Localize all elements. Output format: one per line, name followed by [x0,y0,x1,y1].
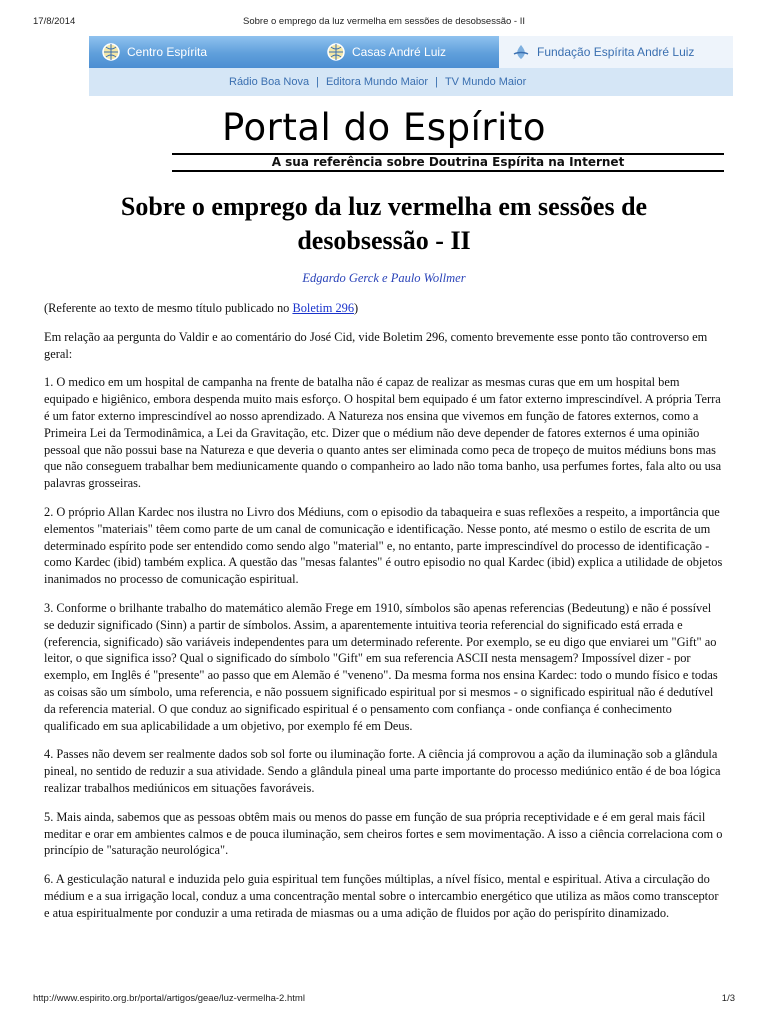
nav-centro-espirita-label: Centro Espírita [127,45,208,59]
nav-separator: | [316,76,319,88]
globe-icon [101,42,121,62]
print-url: http://www.espirito.org.br/portal/artigos/geae/luz-vermelha-2.html [33,993,305,1004]
tagline-divider [172,170,724,172]
top-nav-bar [89,36,733,68]
print-page-number: 1/3 [721,993,735,1004]
boletim-296-link[interactable]: Boletim 296 [292,301,355,315]
globe-icon [326,42,346,62]
print-date: 17/8/2014 [33,16,76,27]
paragraph-2: 2. O próprio Allan Kardec nos ilustra no Livro dos Médiuns, com o episodio da tabaqueira e suas reflexões a respeito, a importância que elementos "materiais" têem como parte de um canal de comunicação e identificação. Nesse ponto, até mesmo o estilo de escrita de um determinado espírito pode ser entendido como sendo algo "material" e, no entanto, parte imprescindível do processo de identificação - como Kardec (ibid) também explica. A questão das "mesas falantes" é outro episodio no qual Kardec (ibid) explica a utilidade de objetos inanimados no processo de comunicação espiritual. [44,504,723,587]
print-footer [33,993,735,1007]
nav-centro-espirita[interactable] [89,36,314,68]
nav-radio-boa-nova[interactable]: Rádio Boa Nova [229,76,310,88]
paragraph-1: 1. O medico em um hospital de campanha na frente de batalha não é capaz de realizar as mesmas curas que em um hospital bem equipado e higiênico, embora despenda muito mais esforço. O hospital bem equipado é um fator externo imprescindível. A própria Terra é um fator externo imprescindível ao nosso aprendizado. A Natureza nos ensina que vivemos em função de fatores externos, como a Primeira Lei da Termodinâmica, a Lei da Gravitação, etc. Dizer que o médium não deve depender de fatores externos é uma opinião pessoal que não possui base na Natureza e que deveria o quanto antes ser eliminada como peca de tropeço de muitos médiuns bons mas que não conseguem trabalhar bem mediunicamente quando o companheiro ao lado não toma banho, usa perfumes fortes, fala alto ou usa palavras grosseiras. [44,375,722,491]
paragraph-intro: Em relação aa pergunta do Valdir e ao comentário do José Cid, vide Boletim 296, comento brevemente esse ponto tão controverso em geral: [44,329,708,361]
print-doc-title: Sobre o emprego da luz vermelha em sessões de desobsessão - II [243,16,525,27]
site-brand-title[interactable]: Portal do Espírito [221,106,546,149]
site-tagline: A sua referência sobre Doutrina Espírita na Internet [271,155,625,169]
nav-tv-mundo-maior[interactable]: TV Mundo Maior [444,76,527,88]
reference-note: (Referente ao texto de mesmo título publicado no Boletim 296) [44,301,359,315]
nav-separator: | [435,76,438,88]
nav-fundacao-espirita[interactable] [499,36,733,68]
paragraph-5: 5. Mais ainda, sabemos que as pessoas obtêm mais ou menos do passe em função de sua própria receptividade e é em geral mais fácil meditar e orar em ambientes calmos e de pouca iluminação, sem cheiros fortes e sem movimentação. A isso a ciência correlaciona com o princípio de "saturação neurológica". [44,809,723,858]
sub-nav-bar [89,68,733,96]
nav-casas-andre-luiz[interactable] [314,36,499,68]
nav-editora-mundo-maior[interactable]: Editora Mundo Maior [325,76,429,88]
nav-fundacao-espirita-label: Fundação Espírita André Luiz [537,45,695,59]
nav-casas-andre-luiz-label: Casas André Luiz [352,45,447,59]
article-title: Sobre o emprego da luz vermelha em sessões de desobsessão - II [120,192,648,255]
paragraph-4: 4. Passes não devem ser realmente dados sob sol forte ou iluminação forte. A ciência já comprovou a ação da iluminação sob a glândula pineal, no sentido de reduzir a sua atividade. Sendo a glândula pineal uma parte importante do processo mediúnico então é de boa lógica realizar trabalhos mediúnicos em situações favoráveis. [44,747,721,795]
paragraph-6: 6. A gesticulação natural e induzida pelo guia espiritual tem funções múltiplas, a nível físico, mental e espiritual. Ativa a circulação do médium e a sua irrigação local, conduz a uma concentração mental sobre o intercambio energético que utiliza as mãos como transceptor e atua espiritualmente por conduzir a uma retirada de miasmas ou a uma adição de fluidos por ação do perispírito dinamizado. [44,872,719,920]
paragraph-3: 3. Conforme o brilhante trabalho do matemático alemão Frege em 1910, símbolos são apenas referencias (Bedeutung) e não é possível se deduzir significado (Sinn) a partir de símbolos. Assim, a aparentemente intuitiva teoria referencial do significado está errada e (referencia, significado) são variáveis independentes para um determinado referente. Por exemplo, se eu digo que enviarei um "Gift" ao leitor, o que significa isso? Qual o significado do símbolo "Gift" em sua referencia ASCII nesta mensagem? Impossível dizer - por exemplo, em Inglês é "presente" ao passo que em Alemão é "veneno". Da mesma forma nos ensina Kardec: todo o mundo físico e todas as coisas são um símbolo, uma referencia, e não possuem significado espiritual por si mesmos - o significado espiritual não é dedutível da referencia material. O que conduz ao significado espiritual é o pensamento com confiança - onde confiança é conhecimento qualificado em sua aplicabilidade a um objetivo, por exemplo fé em Deus. [44,600,718,733]
fundacao-logo-icon [511,42,531,62]
article-body [44,300,724,934]
print-header [33,16,735,30]
article-authors: Edgardo Gerck e Paulo Wollmer [302,271,466,285]
